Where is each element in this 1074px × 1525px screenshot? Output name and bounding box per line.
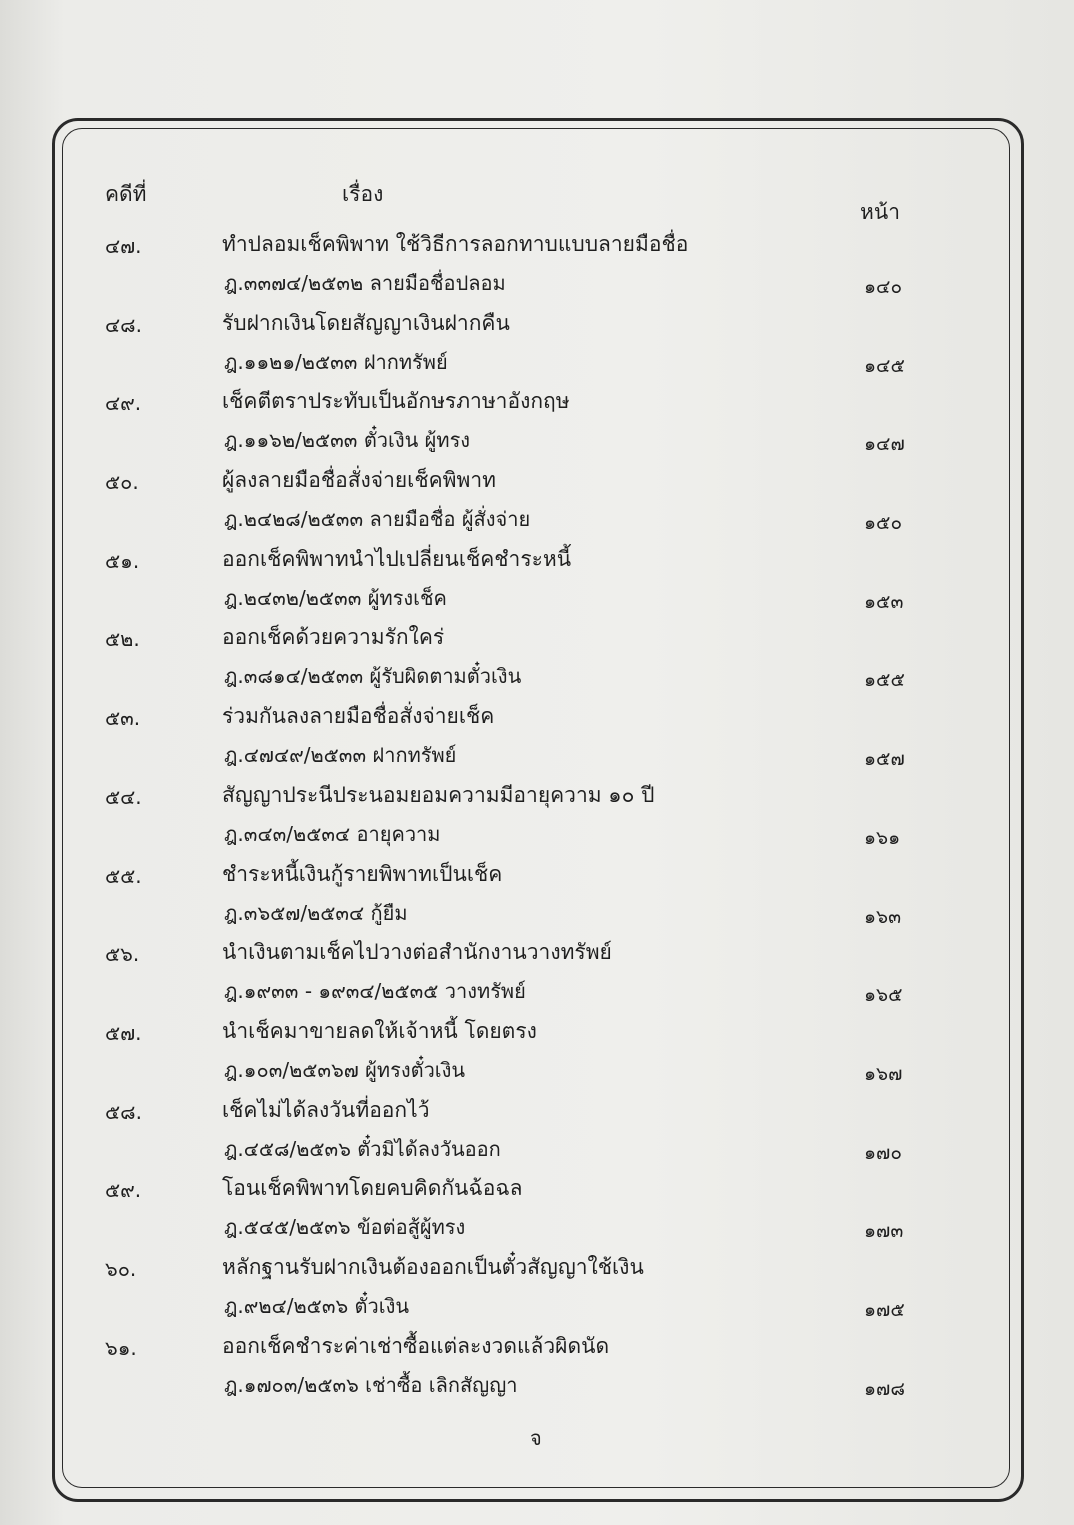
case-citation: ฎ.๓๓๗๔/๒๕๓๒ ลายมือชื่อปลอม [224, 271, 506, 295]
case-number: ๕๕. [105, 863, 142, 888]
case-number: ๕๓. [105, 706, 141, 731]
list-item [0, 1092, 1074, 1171]
case-number: ๖๐. [105, 1256, 137, 1281]
table-header [0, 178, 1074, 224]
page-number: ๑๖๑ [864, 826, 901, 849]
page-number: ๑๕๕ [864, 669, 905, 692]
case-citation: ฎ.๕๔๕/๒๕๓๖ ข้อต่อสู้ผู้ทรง [224, 1215, 466, 1240]
case-title: ออกเช็คด้วยความรักใคร่ [222, 625, 445, 650]
case-number: ๕๒. [105, 627, 140, 652]
list-item [0, 1328, 1074, 1407]
page-number: ๑๕๓ [864, 590, 904, 613]
case-citation: ฎ.๔๕๘/๒๕๓๖ ตั๋วมิได้ลงวันออก [224, 1136, 501, 1161]
case-citation: ฎ.๑๗๐๓/๒๕๓๖ เช่าซื้อ เลิกสัญญา [224, 1372, 518, 1397]
case-number: ๕๖. [105, 942, 140, 967]
page-number: ๑๔๐ [864, 276, 903, 298]
page-number: จ [530, 1426, 542, 1450]
header-subject: เรื่อง [342, 182, 384, 206]
list-item [0, 777, 1074, 856]
case-number: ๕๐. [105, 470, 139, 495]
case-number: ๕๗. [105, 1020, 142, 1045]
case-citation: ฎ.๑๙๓๓ - ๑๙๓๔/๒๕๓๕ วางทรัพย์ [224, 979, 526, 1004]
case-title: สัญญาประนีประนอมยอมความมีอายุความ ๑๐ ปี [222, 782, 655, 807]
case-citation: ฎ.๒๔๓๒/๒๕๓๓ ผู้ทรงเช็ค [224, 585, 447, 610]
list-item [0, 1013, 1074, 1092]
case-number: ๕๘. [105, 1099, 142, 1124]
case-number: ๔๗. [105, 234, 142, 258]
header-case-number: คดีที่ [105, 182, 147, 206]
case-number: ๖๑. [105, 1335, 137, 1360]
case-citation: ฎ.๓๖๕๗/๒๕๓๔ กู้ยืม [224, 900, 408, 925]
list-item [0, 698, 1074, 777]
case-citation: ฎ.๓๘๑๔/๒๕๓๓ ผู้รับผิดตามตั๋วเงิน [224, 664, 522, 689]
case-title: ออกเช็คชำระค่าเช่าซื้อแต่ละงวดแล้วผิดนัด [222, 1333, 610, 1358]
page-number: ๑๔๕ [864, 354, 905, 377]
list-item [0, 383, 1074, 462]
case-citation: ฎ.๑๑๖๒/๒๕๓๓ ตั๋วเงิน ผู้ทรง [224, 428, 471, 453]
case-title: ร่วมกันลงลายมือชื่อสั่งจ่ายเช็ค [222, 704, 495, 729]
case-citation: ฎ.๑๑๒๑/๒๕๓๓ ฝากทรัพย์ [224, 349, 448, 374]
case-title: ผู้ลงลายมือชื่อสั่งจ่ายเช็คพิพาท [222, 468, 496, 493]
case-citation: ฎ.๙๒๔/๒๕๓๖ ตั๋วเงิน [224, 1293, 410, 1318]
case-citation: ฎ.๑๐๓/๒๕๓๖๗ ผู้ทรงตั๋วเงิน [224, 1057, 466, 1082]
case-title: รับฝากเงินโดยสัญญาเงินฝากคืน [222, 310, 510, 335]
case-number: ๔๘. [105, 312, 142, 337]
list-item [0, 1170, 1074, 1249]
case-title: หลักฐานรับฝากเงินต้องออกเป็นตั๋วสัญญาใช้เงิน [222, 1254, 644, 1279]
case-title: เช็คไม่ได้ลงวันที่ออกไว้ [222, 1097, 430, 1122]
page-number: ๑๗๕ [864, 1298, 905, 1321]
case-title: ชำระหนี้เงินกู้รายพิพาทเป็นเช็ค [222, 861, 503, 886]
list-item [0, 305, 1074, 384]
case-title: นำเช็คมาขายลดให้เจ้าหนี้ โดยตรง [222, 1018, 537, 1043]
page-number: ๑๕๐ [864, 512, 903, 535]
list-item [0, 462, 1074, 541]
list-item [0, 541, 1074, 620]
list-item [0, 856, 1074, 935]
case-number: ๔๙. [105, 391, 142, 416]
page-number: ๑๖๓ [864, 905, 902, 928]
page-number: ๑๕๗ [864, 748, 905, 771]
header-page: หน้า [860, 200, 900, 224]
case-title: โอนเช็คพิพาทโดยคบคิดกันฉ้อฉล [222, 1176, 523, 1201]
list-item [0, 619, 1074, 698]
page-number: ๑๔๗ [864, 433, 905, 456]
case-number: ๕๑. [105, 548, 140, 573]
case-citation: ฎ.๓๔๓/๒๕๓๔ อายุความ [224, 821, 441, 846]
case-citation: ฎ.๒๔๒๘/๒๕๓๓ ลายมือชื่อ ผู้สั่งจ่าย [224, 507, 531, 532]
page-number: ๑๖๗ [864, 1062, 903, 1085]
page-number: ๑๗๓ [864, 1220, 904, 1243]
list-item [0, 1249, 1074, 1328]
list-item [0, 226, 1074, 305]
case-number: ๕๔. [105, 784, 142, 809]
case-citation: ฎ.๔๗๔๙/๒๕๓๓ ฝากทรัพย์ [224, 743, 457, 768]
contents-list [0, 226, 1074, 1406]
page-number: ๑๗๐ [864, 1141, 902, 1164]
case-title: เช็คตีตราประทับเป็นอักษรภาษาอังกฤษ [222, 389, 570, 414]
page-number: ๑๗๘ [864, 1377, 906, 1400]
case-title: ออกเช็คพิพาทนำไปเปลี่ยนเช็คชำระหนี้ [222, 546, 572, 571]
case-title: ทำปลอมเช็คพิพาท ใช้วิธีการลอกทาบแบบลายมือชื่อ [222, 232, 689, 256]
case-title: นำเงินตามเช็คไปวางต่อสำนักงานวางทรัพย์ [222, 940, 612, 965]
case-number: ๕๙. [105, 1178, 142, 1203]
list-item [0, 934, 1074, 1013]
page-number: ๑๖๕ [864, 984, 903, 1007]
